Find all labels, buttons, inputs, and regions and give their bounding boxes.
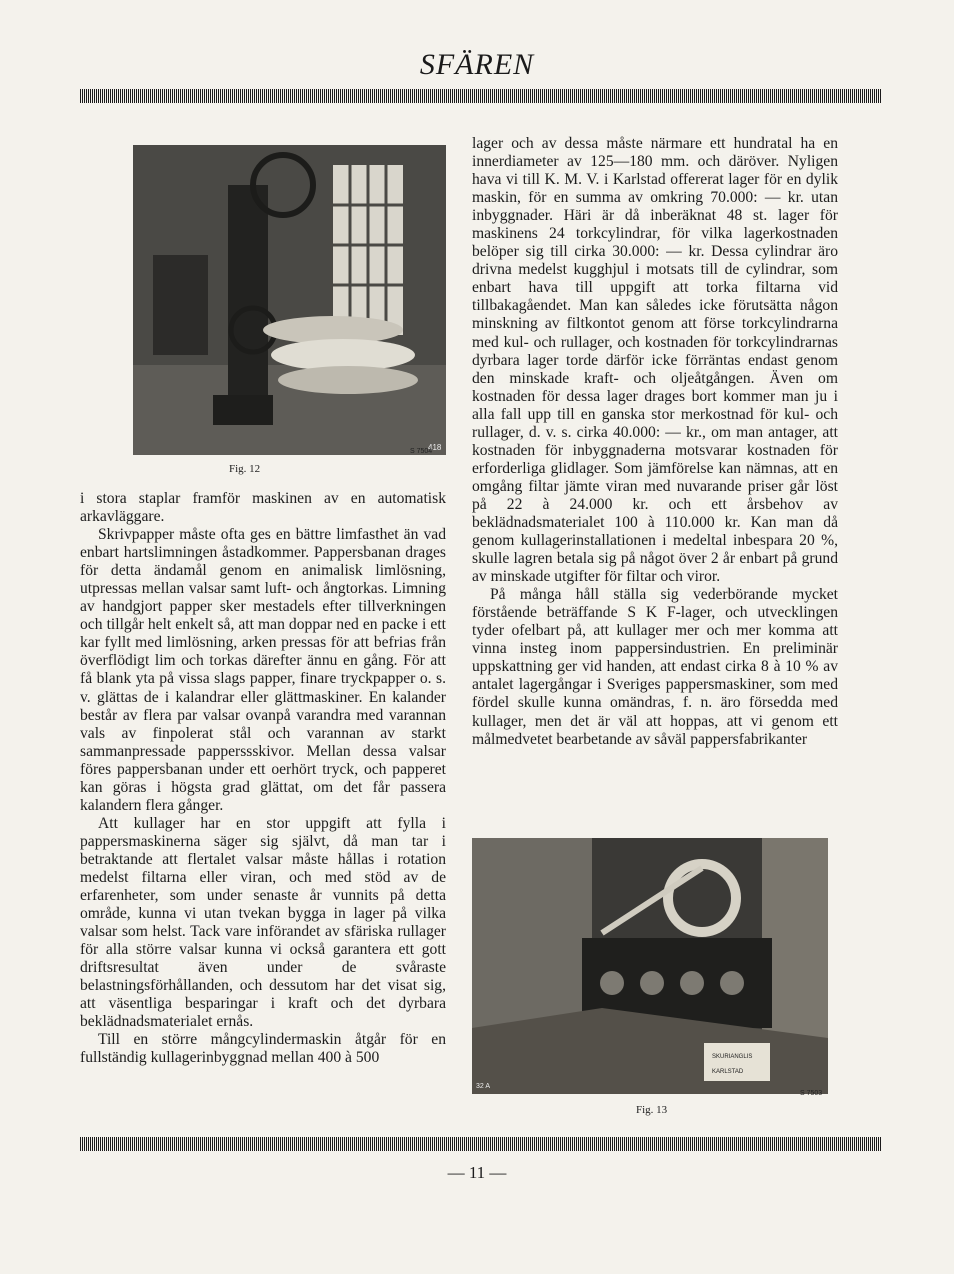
figure-12-photo — [133, 145, 446, 455]
figure-13-plate-id: S 7503 — [800, 1090, 823, 1097]
right-column — [472, 135, 838, 749]
figure-12-caption: Fig. 12 — [229, 463, 261, 475]
figure-13-photo — [472, 838, 828, 1094]
left-column — [80, 490, 446, 1068]
figure-12-corner-mark: 418 — [428, 443, 442, 452]
masthead-title: SFÄREN — [419, 48, 535, 81]
footer-rule — [80, 1137, 882, 1151]
page-number: — 11 — — [447, 1163, 507, 1182]
right-paragraph-1: lager och av dessa måste närmare ett hundratal ha en innerdiameter av 125—180 mm. och däröver. Nyligen hava vi till K. M. V. i Karlstad offererat lager för en dylik maskin, för en summa av omkring 70.000: — kr. utan inbyggnader. Häri är då inberäknat 48 st. lager för maskinens 24 torkcylindrar, för vilka lagerkostnaden belöper sig till cirka 30.000: — kr. Dessa cylindrar äro drivna medelst kugghjul i motsats till de cylindrar, som enbart hava till uppgift att torka filtarna vid tillbakagåendet. Man kan således icke förutsätta någon minskning av filtkontot genom att förse torkcylindrarna med kul- och rullager, och kostnaden för torkcylindrarnas dyrbara lager torde därför icke förräntas endast genom den minskade kraft- och oljeåtgången. Även om kostnaden för dessa lager drages bort kommer man ju i alla fall upp till en ganska stor merkostnad för kul- och rullager, d. v. s. cirka 40.000: — kr., om man antager, att kostnaden för inbyggnaderna motsvarar kostnaden för erforderliga glidlager. Som jämförelse kan nämnas, att en omgång filtar jämte viran med nuvarande priser går löst på 22 à 24.000 kr. och ett årsbehov av beklädnadsmaterialet 100 à 110.000 kr. Kan man då genom kullagerinstallationen i medeltal inbespara 20 %, skulle lagren betala sig på något över 2 år enbart på grund av minskade utgifter för filtar och viror. — [472, 135, 838, 586]
figure-13-corner-mark: 32 A — [476, 1083, 491, 1090]
crate-label-2: KARLSTAD — [712, 1069, 744, 1075]
left-paragraph-4: Till en större mångcylindermaskin åtgår för en fullständig kullagerinbyggnad mellan 400 à 500 — [80, 1031, 446, 1067]
figure-13-caption: Fig. 13 — [636, 1104, 668, 1116]
left-paragraph-3: Att kullager har en stor uppgift att fylla i pappersmaskinerna säger sig självt, då man tar i betraktande att flertalet valsar måste hållas i rotation medelst filtarna eller viran, och med stöd av de erfarenheter, som under senaste år vunnits på detta område, kunna vi utan tvekan bygga in lager på vilka valsar som helst. Tack vare införandet av sfäriska rullager för alla större valsar kunna vi också garantera ett gott driftsresultat även under de svåraste belastningsförhållanden, och dessutom har det visat sig, att väsentliga besparingar i kraft och det dyrbara beklädnadsmaterialet ernås. — [80, 814, 446, 1031]
right-paragraph-2: På många håll ställa sig vederbörande mycket förstående beträffande S K F-lager, och utvecklingen tyder ofelbart på, att kullager mer och mer komma att vinna insteg inom pappersindustrien. En preliminär uppskattning ger vid handen, att endast cirka 8 à 10 % av antalet lagergångar i Sveriges pappersmaskiner, som med fördel skulle kunna omändras, f. n. äro försedda med kullager, men det är väl att hoppas, att vi genom ett målmedvetet bearbetande av såväl pappersfabrikanter — [472, 586, 838, 748]
header-rule — [80, 89, 882, 103]
left-paragraph-2: Skrivpapper måste ofta ges en bättre limfasthet än vad enbart hartslimningen åstadkommer. Pappersbanan drages för detta ändamål genom en animalisk limlösning, utpressas mellan valsar samt luft- och ångtorkas. Limning av handgjort papper sker mestadels efter tillverkningen och tillgår helt enkelt så, att man doppar ned en packe i ett kar fyllt med limlösning, arken pressas för att befrias från överflödigt lim och torkas därefter ännu en gång. För att få blank yta på vissa slags papper, finare tryckpapper o. s. v. glättas de i kalandrar eller glättmaskiner. En kalander består av flera par valsar ovanpå varandra med varannan vals av finpolerat stål och varannan av starkt sammanpressade papperssskivor. Mellan dessa valsar föres pappersbanan under ett oerhört tryck, och papperet kan göras i högsta grad glättat, om det får passera kalandern flera gånger. — [80, 526, 446, 814]
crate-label-1: SKURIANGLIS — [712, 1054, 753, 1060]
left-paragraph-1: i stora staplar framför maskinen av en automatisk arkavläggare. — [80, 490, 446, 526]
figure-12-plate-id: S 7504 — [410, 448, 433, 455]
